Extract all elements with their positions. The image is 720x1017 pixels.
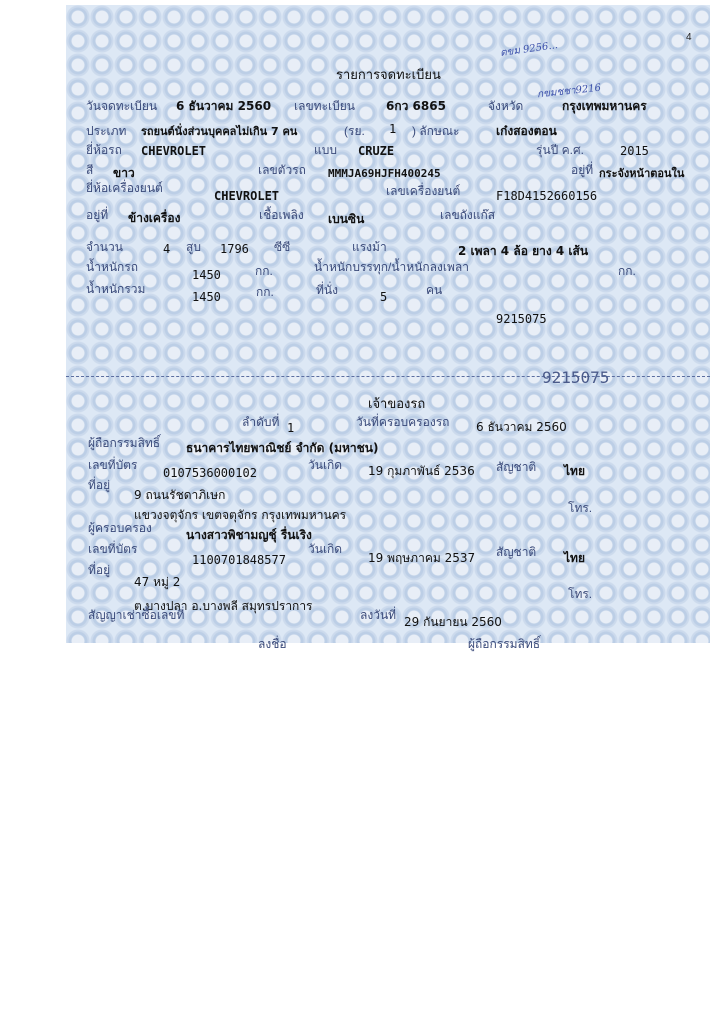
section-divider xyxy=(66,376,710,377)
owner-title: เจ้าของรถ xyxy=(368,397,426,412)
engine-no-label: เลขเครื่องยนต์ xyxy=(386,184,461,198)
holder-id-label: เลขที่บัตร xyxy=(88,458,138,472)
engine-location-label: อยู่ที่ xyxy=(86,208,109,222)
plate: 6กว 6865 xyxy=(386,99,446,113)
reference-number: 9215075 xyxy=(496,312,547,326)
cut-off-row xyxy=(66,632,710,651)
holder-address-line1: 9 ถนนรัชดาภิเษก xyxy=(134,488,226,502)
ry-value: 1 xyxy=(389,122,397,136)
weight-unit: กก. xyxy=(255,264,273,278)
weight-label: น้ำหนักรถ xyxy=(86,260,139,274)
cylinder-label: สูบ xyxy=(186,240,201,254)
registration-title: รายการจดทะเบียน xyxy=(336,68,441,83)
brand-label: ยี่ห้อรถ xyxy=(86,143,122,157)
occupant-address-line2: ต.บางปลา อ.บางพลี สมุทรปราการ xyxy=(134,599,313,613)
total-weight-unit: กก. xyxy=(256,285,274,299)
occupant-label: ผู้ครอบครอง xyxy=(88,521,152,535)
load-unit: กก. xyxy=(618,264,636,278)
province-label: จังหวัด xyxy=(488,99,524,113)
page-number: 4 xyxy=(686,32,692,43)
year: 2015 xyxy=(620,144,649,158)
order-label: ลำดับที่ xyxy=(242,415,280,429)
handwritten-top-note: ตขม 9256... xyxy=(499,40,559,59)
holder-nationality: ไทย xyxy=(564,464,585,478)
province: กรุงเทพมหานคร xyxy=(562,99,647,113)
type-label: ประเภท xyxy=(86,124,127,138)
vin-location: กระจังหน้าตอนใน xyxy=(599,167,685,180)
total-weight: 1450 xyxy=(192,290,221,304)
reg-date-label: วันจดทะเบียน xyxy=(86,99,158,113)
occupant-dob-label: วันเกิด xyxy=(308,542,343,556)
cc-label: ซีซี xyxy=(274,240,291,254)
plate-label: เลขทะเบียน xyxy=(294,99,355,113)
cylinders: 4 xyxy=(163,242,171,256)
cc-value: 1796 xyxy=(220,242,249,256)
total-weight-label: น้ำหนักรวม xyxy=(86,282,146,296)
brand: CHEVROLET xyxy=(141,144,207,158)
horsepower-label: แรงม้า xyxy=(352,240,387,254)
holder-address-label: ที่อยู่ xyxy=(88,478,111,492)
weight: 1450 xyxy=(192,268,221,282)
load-label: น้ำหนักบรรทุก/น้ำหนักลงเพลา xyxy=(314,260,469,274)
quantity-label: จำนวน xyxy=(86,240,123,254)
possession-date: 6 ธันวาคม 2560 xyxy=(476,420,567,434)
color: ขาว xyxy=(113,166,135,180)
lease-number-label: สัญญาเช่าซื้อเลขที่ xyxy=(88,608,185,622)
vehicle-type: รถยนต์นั่งส่วนบุคคลไม่เกิน 7 คน xyxy=(141,125,298,138)
fuel-label: เชื้อเพลิง xyxy=(259,208,304,222)
holder-nationality-label: สัญชาติ xyxy=(496,460,537,474)
occupant-id-label: เลขที่บัตร xyxy=(88,542,138,556)
fuel: เบนซิน xyxy=(328,212,365,226)
engine-no: F18D4152660156 xyxy=(496,189,598,203)
sign-date: 29 กันยายน 2560 xyxy=(404,615,502,629)
order-number: 1 xyxy=(287,421,295,435)
year-label: รุ่นปี ค.ศ. xyxy=(536,143,584,157)
vin-label: เลขตัวรถ xyxy=(258,163,306,177)
seats-label: ที่นั่ง xyxy=(316,283,338,297)
engine-brand-label: ยี่ห้อเครื่องยนต์ xyxy=(86,181,163,195)
occupant-address-line1: 47 หมู่ 2 xyxy=(134,575,181,589)
holder-id: 0107536000102 xyxy=(163,466,257,480)
model: CRUZE xyxy=(358,144,395,158)
occupant-nationality: ไทย xyxy=(564,551,585,565)
engine-location: ข้างเครื่อง xyxy=(128,211,181,225)
seats: 5 xyxy=(380,290,388,304)
faded-stamp-number: 9215075 xyxy=(542,368,610,387)
handwritten-note: กขมชชา9216 xyxy=(536,82,602,101)
persons-label: คน xyxy=(426,283,443,297)
color-label: สี xyxy=(86,163,94,177)
holder-dob: 19 กุมภาพันธ์ 2536 xyxy=(368,464,475,478)
reg-date: 6 ธันวาคม 2560 xyxy=(176,99,272,113)
model-label: แบบ xyxy=(314,143,337,157)
holder-dob-label: วันเกิด xyxy=(308,458,343,472)
holder-name: ธนาคารไทยพาณิชย์ จำกัด (มหาชน) xyxy=(186,441,379,455)
ry-label: (รย. xyxy=(344,124,365,138)
occupant-tel-label: โทร. xyxy=(568,587,593,601)
location-label: อยู่ที่ xyxy=(571,163,594,177)
possession-date-label: วันที่ครอบครองรถ xyxy=(356,415,450,429)
occupant-name: นางสาวพิชามญชุ์ รื่นเริง xyxy=(186,528,312,542)
occupant-dob: 19 พฤษภาคม 2537 xyxy=(368,551,476,565)
holder-sign-label: ผู้ถือกรรมสิทธิ์ xyxy=(468,637,541,651)
axles: 2 เพลา 4 ล้อ ยาง 4 เส้น xyxy=(458,244,589,258)
gas-tank-label: เลขถังแก๊ส xyxy=(440,208,496,222)
occupant-nationality-label: สัญชาติ xyxy=(496,545,537,559)
body-character: เก๋งสองตอน xyxy=(496,124,557,138)
engine-brand: CHEVROLET xyxy=(214,189,280,203)
char-label: ) ลักษณะ xyxy=(412,124,460,138)
sign-date-label: ลงวันที่ xyxy=(360,608,397,622)
occupant-id: 1100701848577 xyxy=(192,553,286,567)
occupant-address-label: ที่อยู่ xyxy=(88,563,111,577)
vin: MMMJA69HJFH400245 xyxy=(328,167,441,180)
holder-label: ผู้ถือกรรมสิทธิ์ xyxy=(88,436,161,450)
sign-name-label: ลงชื่อ xyxy=(258,637,287,651)
holder-tel-label: โทร. xyxy=(568,501,593,515)
holder-address-line2: แขวงจตุจักร เขตจตุจักร กรุงเทพมหานคร xyxy=(134,508,347,522)
